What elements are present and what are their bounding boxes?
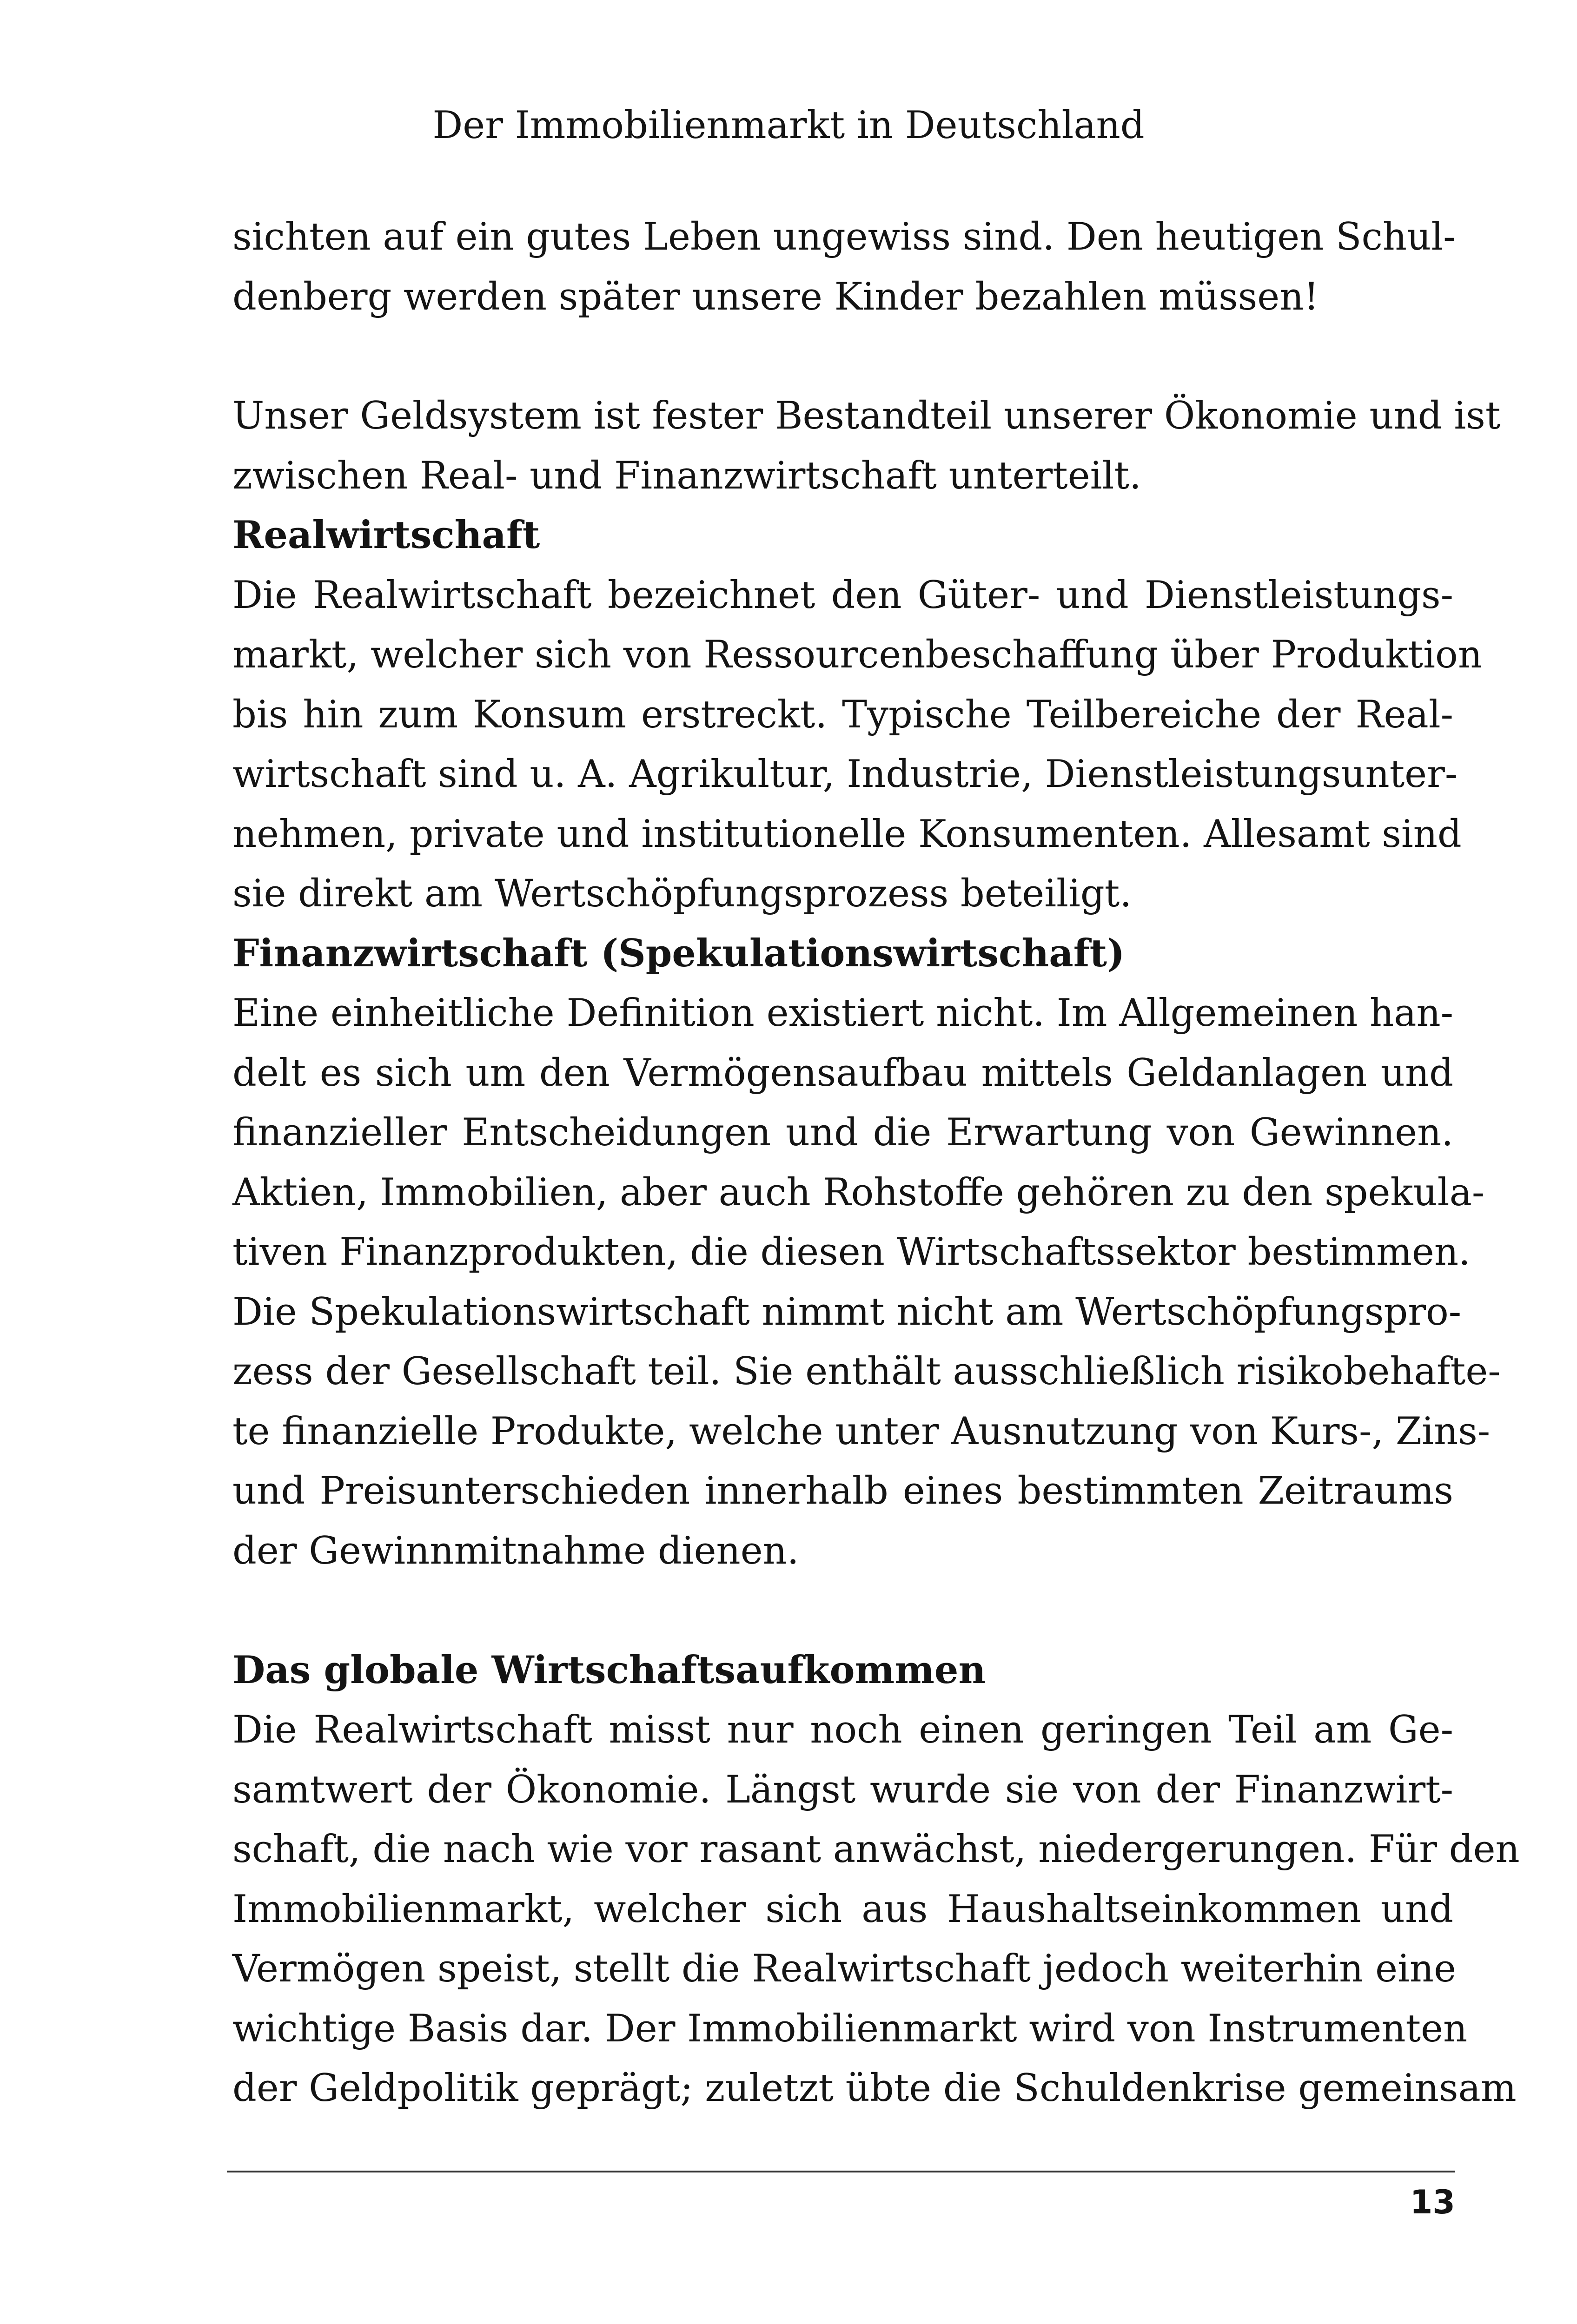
text-line: tiven Finanzprodukten, die diesen Wirtschaftssektor bestimmen. (232, 1230, 1471, 1274)
footer-rule (227, 2171, 1455, 2172)
text-line: der Gewinnmitnahme dienen. (232, 1529, 799, 1573)
page-number: 13 (1410, 2183, 1455, 2221)
text-line: Immobilienmarkt, welcher sich aus Haushaltseinkommen und (232, 1888, 1453, 1931)
text-line: und Preisunterschieden innerhalb eines bestimmten Zeitraums (232, 1469, 1453, 1513)
text-line: Die Realwirtschaft bezeichnet den Güter- und Dienstleistungs- (232, 574, 1453, 617)
text-line: markt, welcher sich von Ressourcenbeschaffung über Produktion (232, 633, 1482, 677)
text-line: Eine einheitliche Definition existiert nicht. Im Allgemeinen han- (232, 991, 1454, 1035)
text-line: Unser Geldsystem ist fester Bestandteil unserer Ökonomie und ist (232, 394, 1501, 438)
text-line: bis hin zum Konsum erstreckt. Typische Teilbereiche der Real- (232, 693, 1453, 737)
text-line: nehmen, private und institutionelle Konsumenten. Allesamt sind (232, 812, 1462, 856)
text-line: finanzieller Entscheidungen und die Erwartung von Gewinnen. (232, 1111, 1453, 1155)
text-line: zwischen Real- und Finanzwirtschaft unterteilt. (232, 454, 1141, 498)
text-line: Vermögen speist, stellt die Realwirtschaft jedoch weiterhin eine (232, 1947, 1457, 1991)
text-line: Die Realwirtschaft misst nur noch einen geringen Teil am Ge- (232, 1708, 1453, 1752)
text-line: te finanzielle Produkte, welche unter Ausnutzung von Kurs-, Zins- (232, 1410, 1491, 1453)
text-line: sichten auf ein gutes Leben ungewiss sind. Den heutigen Schul- (232, 215, 1456, 259)
text-line: Aktien, Immobilien, aber auch Rohstoffe gehören zu den spekula- (232, 1171, 1485, 1215)
text-line: samtwert der Ökonomie. Längst wurde sie von der Finanzwirt- (232, 1768, 1453, 1812)
text-line: wichtige Basis dar. Der Immobilienmarkt wird von Instrumenten (232, 2007, 1468, 2051)
text-line: delt es sich um den Vermögensaufbau mittels Geldanlagen und (232, 1051, 1453, 1095)
text-line: denberg werden später unsere Kinder bezahlen müssen! (232, 275, 1319, 319)
section-heading: Finanzwirtschaft (Spekulationswirtschaft) (232, 931, 1125, 976)
running-header: Der Immobilienmarkt in Deutschland (432, 104, 1145, 147)
section-heading: Realwirtschaft (232, 513, 540, 557)
text-line: Die Spekulationswirtschaft nimmt nicht am Wertschöpfungspro- (232, 1290, 1462, 1334)
text-line: schaft, die nach wie vor rasant anwächst, niedergerungen. Für den (232, 1828, 1520, 1871)
section-heading: Das globale Wirtschaftsaufkommen (232, 1648, 986, 1692)
text-line: wirtschaft sind u. A. Agrikultur, Industrie, Dienstleistungsunter- (232, 753, 1458, 796)
text-line: zess der Gesellschaft teil. Sie enthält ausschließlich risikobehafte- (232, 1350, 1501, 1393)
text-line: der Geldpolitik geprägt; zuletzt übte die Schuldenkrise gemeinsam (232, 2067, 1517, 2110)
text-line: sie direkt am Wertschöpfungsprozess beteiligt. (232, 872, 1132, 916)
